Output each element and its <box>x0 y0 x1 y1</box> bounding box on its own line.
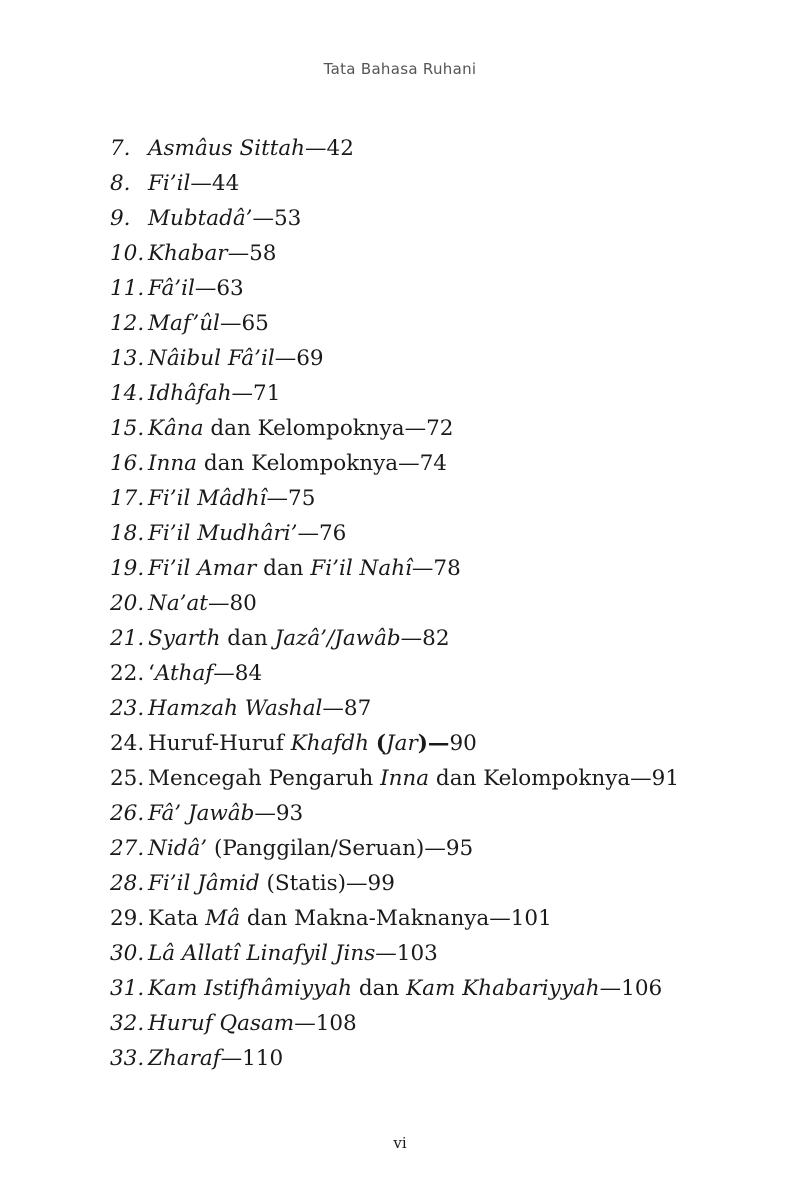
page-number: vi <box>393 1134 407 1152</box>
toc-entry-number: 31. <box>110 976 145 1001</box>
toc-entry-text <box>369 731 376 756</box>
toc-entry-text: Fi’il Mudhâri’ <box>148 521 298 546</box>
toc-entry-text: Fi’il Mâdhî <box>148 486 267 511</box>
toc-entry-text: Mencegah Pengaruh <box>148 766 381 791</box>
toc-entry-text: —58 <box>227 241 277 266</box>
toc-entry-text: —69 <box>274 346 324 371</box>
toc-entry-text: —76 <box>297 521 347 546</box>
toc-entry-text: Nidâ’ <box>148 836 208 861</box>
toc-entry-text: )— <box>417 731 450 756</box>
toc-entry-text: —78 <box>411 556 461 581</box>
toc-entry-text: Mubtadâ’ <box>148 206 253 231</box>
toc-entry <box>110 901 770 936</box>
toc-entry-text: Kata <box>148 906 206 931</box>
toc-entry-text: Huruf Qasam <box>148 1011 295 1036</box>
toc-entry-text: —110 <box>220 1046 284 1071</box>
toc-entry-number: 24. <box>110 731 145 756</box>
toc-entry <box>110 586 770 621</box>
toc-entry-text: —75 <box>266 486 316 511</box>
toc-entry <box>110 831 770 866</box>
toc-entry-text: dan Kelompoknya—91 <box>429 766 680 791</box>
toc-entry-text: Kam Istifhâmiyyah <box>148 976 352 1001</box>
toc-entry-text: —53 <box>252 206 302 231</box>
toc-entry-text: dan <box>256 556 311 581</box>
toc-entry-text: Jar <box>386 731 418 756</box>
toc-entry <box>110 201 770 236</box>
toc-entry-number: 17. <box>110 486 145 511</box>
toc-entry-text: Athaf <box>154 661 214 686</box>
toc-entry-text: Fi’il Amar <box>148 556 257 581</box>
toc-entry-number: 27. <box>110 836 145 861</box>
toc-entry-text: ‘ <box>148 661 155 686</box>
toc-entry <box>110 446 770 481</box>
toc-entry-text: Jazâ’/Jawâb <box>274 626 401 651</box>
toc-entry-text: dan Makna-Maknanya—101 <box>240 906 552 931</box>
toc-entry-number: 25. <box>110 766 145 791</box>
toc-entry-text: Fâ’il <box>148 276 195 301</box>
toc-entry-number: 8. <box>110 171 131 196</box>
toc-entry-number: 7. <box>110 136 131 161</box>
toc-entry-text: Khabar <box>148 241 228 266</box>
toc-entry-text: Mâ <box>205 906 241 931</box>
toc-entry <box>110 1041 770 1076</box>
toc-entry-text: —63 <box>194 276 244 301</box>
toc-entry-text: —80 <box>207 591 257 616</box>
toc-entry-text: Fâ’ Jawâb <box>148 801 255 826</box>
toc-entry-text: dan <box>352 976 407 1001</box>
toc-entry-text: Idhâfah <box>148 381 232 406</box>
toc-entry-text: —108 <box>294 1011 357 1036</box>
toc-entry-text: Asmâus Sittah <box>148 136 306 161</box>
toc-entry-text: Nâibul Fâ’il <box>148 346 275 371</box>
toc-entry-text: —71 <box>231 381 281 406</box>
toc-entry <box>110 971 770 1006</box>
toc-entry <box>110 656 770 691</box>
toc-entry-text: dan Kelompoknya—74 <box>197 451 447 476</box>
toc-entry-number: 28. <box>110 871 145 896</box>
toc-entry-number: 26. <box>110 801 145 826</box>
toc-entry-number: 15. <box>110 416 145 441</box>
toc-entry-number: 18. <box>110 521 145 546</box>
toc-entry <box>110 341 770 376</box>
toc-entry-text: Hamzah Washal <box>148 696 323 721</box>
toc-entry-text: —93 <box>254 801 304 826</box>
toc-entry <box>110 411 770 446</box>
toc-entry <box>110 761 770 796</box>
toc-entry-text: (Panggilan/Seruan)—95 <box>207 836 474 861</box>
toc-entry-number: 19. <box>110 556 145 581</box>
toc-entry-text: Maf’ûl <box>148 311 220 336</box>
toc-entry-number: 29. <box>110 906 145 931</box>
toc-entry-text: (Statis)—99 <box>259 871 395 896</box>
toc-entry <box>110 691 770 726</box>
toc-entry-number: 11. <box>110 276 145 301</box>
toc-entry-text: —87 <box>322 696 372 721</box>
toc-entry-number: 33. <box>110 1046 145 1071</box>
toc-entry-number: 10. <box>110 241 145 266</box>
toc-entry-number: 32. <box>110 1011 145 1036</box>
toc-entry <box>110 866 770 901</box>
toc-entry-text: dan <box>220 626 275 651</box>
toc-entry-number: 13. <box>110 346 145 371</box>
toc-entry-text: Kâna <box>148 416 204 441</box>
toc-entry <box>110 481 770 516</box>
toc-entry-number: 16. <box>110 451 145 476</box>
table-of-contents <box>110 131 770 1076</box>
toc-entry-text: ( <box>375 731 387 756</box>
toc-entry <box>110 236 770 271</box>
toc-entry-text: —65 <box>219 311 269 336</box>
toc-entry-text: Fi’il <box>148 171 191 196</box>
toc-entry <box>110 551 770 586</box>
toc-entry <box>110 166 770 201</box>
toc-entry-text: Fi’il Nahî <box>310 556 412 581</box>
toc-entry-text: Fi’il Jâmid <box>148 871 260 896</box>
toc-entry-text: —103 <box>375 941 438 966</box>
toc-entry <box>110 271 770 306</box>
toc-entry <box>110 1006 770 1041</box>
toc-entry <box>110 621 770 656</box>
toc-entry <box>110 131 770 166</box>
toc-entry-number: 20. <box>110 591 145 616</box>
toc-entry-text: —42 <box>305 136 354 161</box>
toc-entry-text: Lâ Allatî Linafyil Jins <box>148 941 376 966</box>
toc-entry-text: —82 <box>400 626 450 651</box>
toc-entry-text: Inna <box>380 766 430 791</box>
toc-entry-number: 9. <box>110 206 131 231</box>
toc-entry <box>110 376 770 411</box>
toc-entry-text: Huruf-Huruf <box>148 731 291 756</box>
toc-entry-text: Syarth <box>148 626 221 651</box>
toc-entry-text: —44 <box>190 171 240 196</box>
toc-entry <box>110 516 770 551</box>
toc-entry-number: 30. <box>110 941 145 966</box>
toc-entry-number: 12. <box>110 311 145 336</box>
toc-entry-number: 14. <box>110 381 145 406</box>
toc-entry-text: Zharaf <box>148 1046 221 1071</box>
toc-entry-number: 23. <box>110 696 145 721</box>
toc-entry <box>110 936 770 971</box>
toc-entry-text: 90 <box>449 731 477 756</box>
toc-entry <box>110 796 770 831</box>
toc-entry-text: Kam Khabariyyah <box>406 976 600 1001</box>
toc-entry-text: Inna <box>148 451 198 476</box>
toc-entry-number: 22. <box>110 661 145 686</box>
running-header: Tata Bahasa Ruhani <box>323 60 477 78</box>
toc-entry-text: Khafdh <box>290 731 369 756</box>
toc-entry <box>110 306 770 341</box>
toc-entry-text: —106 <box>599 976 663 1001</box>
toc-entry-text: Na’at <box>148 591 208 616</box>
toc-entry-text: dan Kelompoknya—72 <box>203 416 454 441</box>
toc-entry-number: 21. <box>110 626 145 651</box>
toc-entry-text: —84 <box>213 661 263 686</box>
toc-entry <box>110 726 770 761</box>
